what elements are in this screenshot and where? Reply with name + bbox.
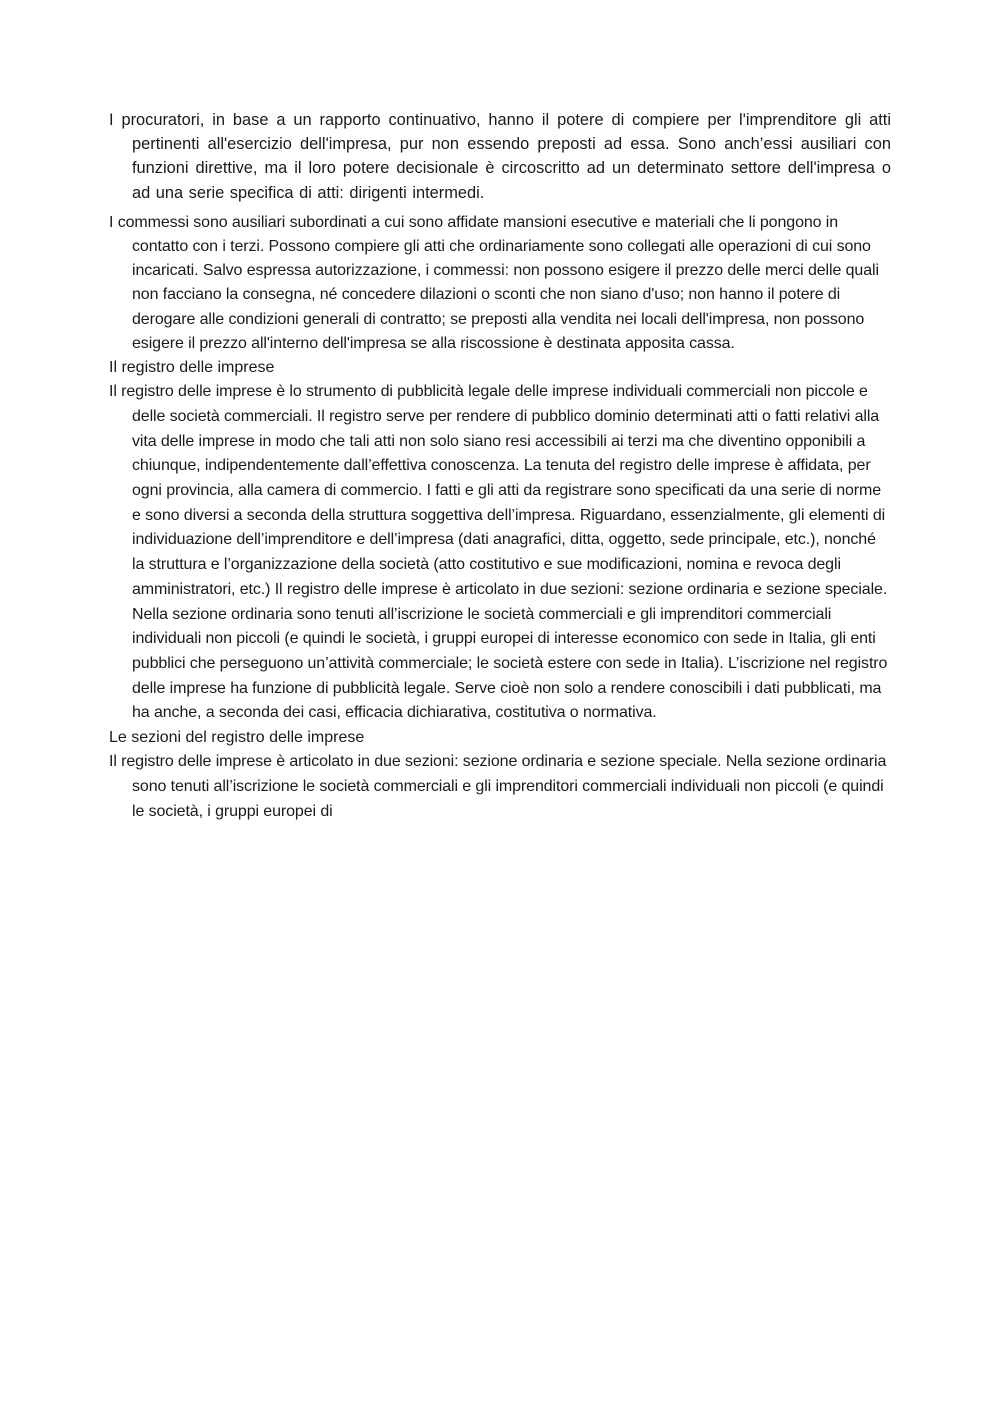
paragraph-procuratori: I procuratori, in base a un rapporto continuativo, hanno il potere di compiere per l'imprenditore gli atti pertinenti all'esercizio dell'impresa, pur non essendo preposti ad essa. Sono anch’essi ausiliari con funzioni direttive, ma il loro potere decisionale è circoscritto ad un determinato settore dell'impresa o ad una serie specifica di atti: dirigenti intermedi. [109,111,891,202]
section-heading-sezioni: Le sezioni del registro delle imprese [109,729,365,747]
section-heading-registro: Il registro delle imprese [109,359,275,377]
paragraph-registro-imprese: Il registro delle imprese è lo strumento di pubblicità legale delle imprese individuali commerciali non piccole e delle società commerciali. Il registro serve per rendere di pubblico dominio determinati atti o fatti relativi alla vita delle imprese in modo che tali atti non solo siano resi accessibili ai terzi ma che diventino opponibili a chiunque, indipendentemente dall’effettiva conoscenza. La tenuta del registro delle imprese è affidata, per ogni provincia, alla camera di commercio. I fatti e gli atti da registrare sono specificati da una serie di norme e sono diversi a seconda della struttura soggettiva dell’impresa. Riguardano, essenzialmente, gli elementi di individuazione dell’imprenditore e dell’impresa (dati anagrafici, ditta, oggetto, sede principale, etc.), nonché la struttura e l’organizzazione della società (atto costitutivo e sue modificazioni, nomina e revoca degli amministratori, etc.) Il registro delle imprese è articolato in due sezioni: sezione ordinaria e sezione speciale. Nella sezione ordinaria sono tenuti all’iscrizione le società commerciali e gli imprenditori commerciali individuali non piccoli (e quindi le società, i gruppi europei di interesse economico con sede in Italia, gli enti pubblici che perseguono un’attività commerciale; le società estere con sede in Italia). L’iscrizione nel registro delle imprese ha funzione di pubblicità legale. Serve cioè non solo a rendere conoscibili i dati pubblicati, ma ha anche, a seconda dei casi, efficacia dichiarativa, costitutiva o normativa. [109,383,888,722]
document-body [109,108,891,824]
paragraph-sezioni: Il registro delle imprese è articolato in due sezioni: sezione ordinaria e sezione speciale. Nella sezione ordinaria sono tenuti all’iscrizione le società commerciali e gli imprenditori commerciali individuali non piccoli (e quindi le società, i gruppi europei di [109,753,887,820]
paragraph-commessi: I commessi sono ausiliari subordinati a cui sono affidate mansioni esecutive e materiali che li pongono in contatto con i terzi. Possono compiere gli atti che ordinariamente sono collegati alle operazioni di cui sono incaricati. Salvo espressa autorizzazione, i commessi: non possono esigere il prezzo delle merci delle quali non facciano la consegna, né concedere dilazioni o sconti che non siano d'uso; non hanno il potere di derogare alle condizioni generali di contratto; se preposti alla vendita nei locali dell'impresa, non possono esigere il prezzo all'interno dell'impresa se alla riscossione è destinata apposita cassa. [109,213,879,352]
